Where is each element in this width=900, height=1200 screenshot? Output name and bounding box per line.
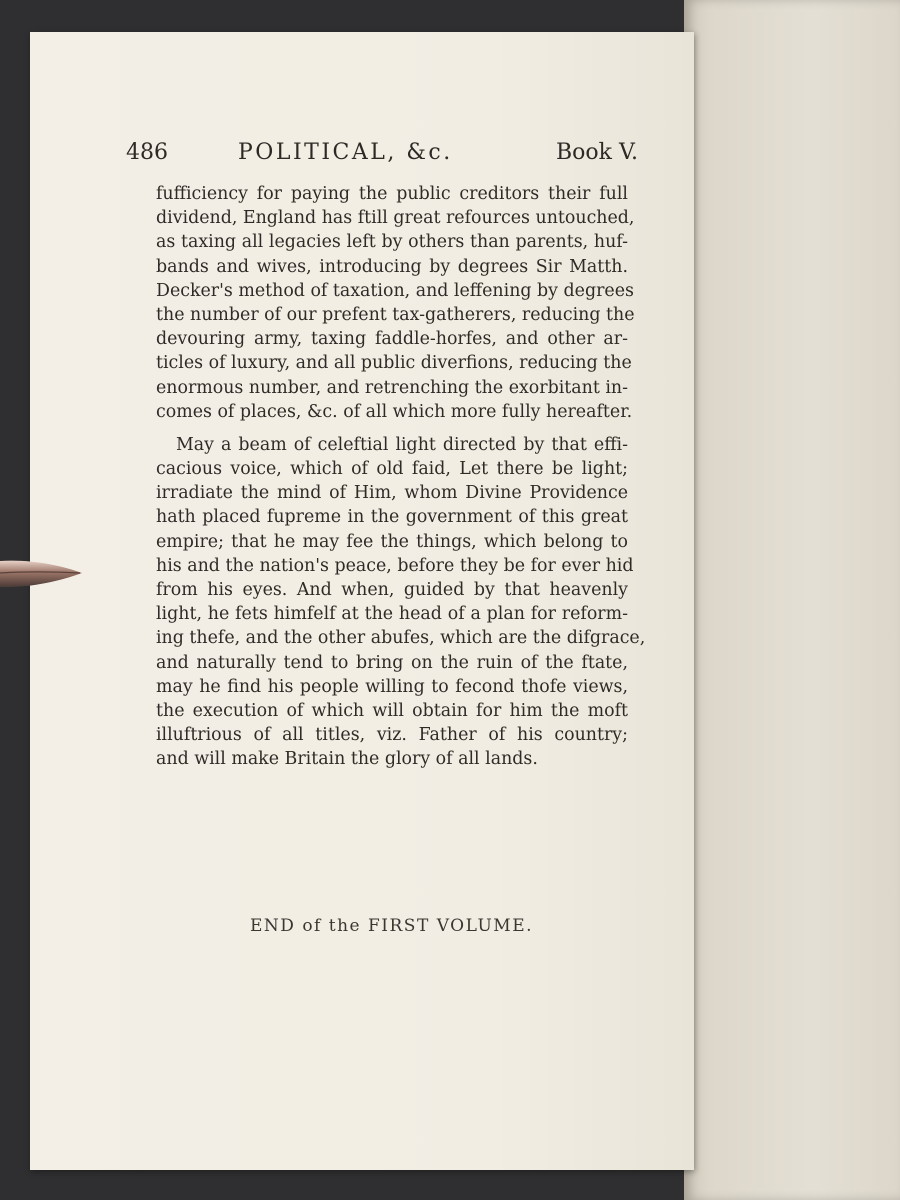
running-header xyxy=(126,140,639,176)
text-line: the execution of which will obtain for him the moft xyxy=(156,700,628,721)
text-line: his and the nation's peace, before they be for ever hid xyxy=(156,555,634,576)
text-line: and will make Britain the glory of all lands. xyxy=(156,749,538,770)
text-line: as taxing all legacies left by others than parents, huf- xyxy=(156,232,628,253)
text-line: fufficiency for paying the public creditors their full xyxy=(156,184,628,204)
end-of-volume: END of the FIRST VOLUME. xyxy=(250,916,534,936)
body-text xyxy=(156,182,646,772)
pen-tip-icon xyxy=(0,551,84,597)
text-line: Decker's method of taxation, and leffening by degrees xyxy=(156,280,634,301)
show-through-text xyxy=(420,800,640,960)
text-line: illuftrious of all titles, viz. Father of his country; xyxy=(156,725,628,746)
paragraph-1 xyxy=(156,182,635,424)
text-line: ticles of luxury, and all public diverfions, reducing the xyxy=(156,353,632,374)
text-line: enormous number, and retrenching the exorbitant in- xyxy=(156,377,628,398)
running-title: POLITICAL, &c. xyxy=(238,140,453,165)
text-line: may he find his people willing to fecond thofe views, xyxy=(156,676,628,697)
facing-page xyxy=(684,0,900,1200)
book-label: Book V. xyxy=(556,140,639,165)
text-line: devouring army, taxing faddle-horfes, and other ar- xyxy=(156,329,628,350)
text-line: and naturally tend to bring on the ruin of the ftate, xyxy=(156,652,628,673)
text-line: empire; that he may fee the things, which belong to xyxy=(156,531,628,552)
text-line: hath placed fupreme in the government of this great xyxy=(156,507,628,528)
text-line: irradiate the mind of Him, whom Divine Providence xyxy=(156,483,628,504)
text-line: the number of our prefent tax-gatherers, reducing the xyxy=(156,304,635,325)
text-line: ing thefe, and the other abufes, which are the difgrace, xyxy=(156,628,646,649)
text-line: May a beam of celeftial light directed by that effi- xyxy=(176,434,628,455)
text-line: from his eyes. And when, guided by that heavenly xyxy=(156,580,628,600)
text-line: light, he fets himfelf at the head of a plan for reform- xyxy=(156,604,628,625)
paragraph-2 xyxy=(156,433,646,772)
text-line: bands and wives, introducing by degrees Sir Matth. xyxy=(156,256,628,277)
page-number: 486 xyxy=(126,140,168,165)
text-line: cacious voice, which of old faid, Let there be light; xyxy=(156,459,628,480)
text-line: comes of places, &c. of all which more fully hereafter. xyxy=(156,401,633,422)
text-line: dividend, England has ftill great refources untouched, xyxy=(156,208,635,229)
